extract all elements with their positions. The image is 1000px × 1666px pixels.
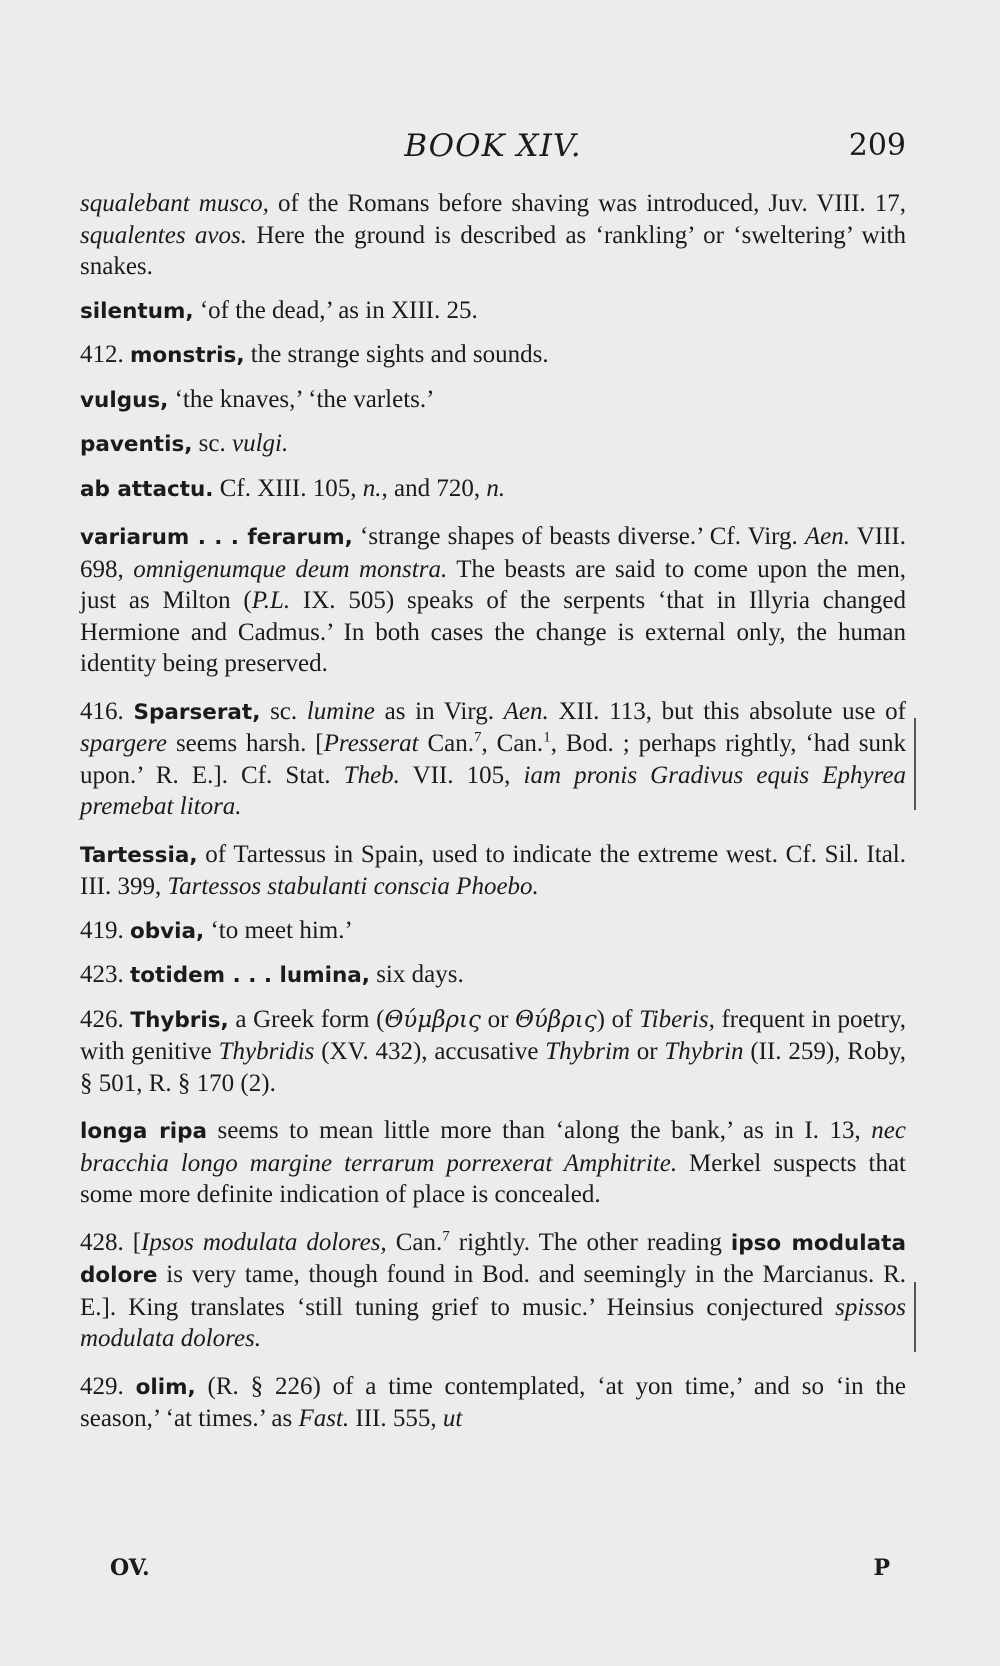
text-run: , Bod. ; perhaps rightly, ‘had sunk upon.’ R. E.]. Cf. Stat. bbox=[80, 730, 907, 789]
text-run: is very tame, though found in Bod. and seemingly in the Marcianus. R. E.]. King translates ‘still tuning grief to music.’ Heinsius conjectured bbox=[80, 1261, 906, 1321]
italic-text: Thybridis bbox=[218, 1038, 315, 1065]
margin-rule-mark bbox=[914, 1282, 916, 1352]
text-run: 428. [ bbox=[80, 1228, 142, 1256]
lemma-text: Thybris, bbox=[130, 1007, 229, 1033]
text-run: Can. bbox=[418, 730, 474, 757]
italic-text: Aen. bbox=[804, 523, 851, 550]
lemma-text: ipso modulata dolore bbox=[80, 1230, 906, 1288]
italic-text: n. bbox=[362, 474, 382, 502]
italic-text: Tiberis, bbox=[639, 1005, 715, 1033]
italic-text: Fast. bbox=[298, 1405, 350, 1432]
text-run: sc. bbox=[192, 430, 232, 457]
note-416-sparserat bbox=[80, 696, 906, 823]
note-longa-ripa bbox=[80, 1115, 906, 1211]
note-412-monstris bbox=[80, 339, 906, 372]
superscript: 7 bbox=[442, 1228, 450, 1245]
lemma-text: olim, bbox=[135, 1374, 196, 1400]
text-run: 429. bbox=[80, 1372, 136, 1400]
italic-text: Presserat bbox=[323, 730, 419, 757]
text-run: 426. bbox=[80, 1005, 131, 1033]
text-run: ‘strange shapes of beasts diverse.’ Cf. Virg. bbox=[352, 523, 805, 550]
text-run: 423. bbox=[80, 961, 130, 988]
lemma-text: obvia, bbox=[130, 918, 205, 944]
text-run: ‘to meet him.’ bbox=[204, 916, 353, 944]
text-run: of Tartessus in Spain, used to indicate the extreme west. Cf. Sil. Ital. III. 399, bbox=[80, 840, 906, 900]
italic-text: Tartessos stabulanti conscia Phoebo. bbox=[167, 873, 539, 900]
text-run: 412. bbox=[80, 341, 130, 368]
italic-text: Theb. bbox=[343, 761, 400, 789]
text-run: of the Romans before shaving was introduced, Juv. VIII. 17, bbox=[268, 190, 906, 217]
italic-text: lumine bbox=[306, 697, 375, 725]
note-silentum bbox=[80, 295, 906, 328]
text-run: the strange sights and sounds. bbox=[244, 341, 549, 368]
note-vulgus bbox=[80, 384, 906, 417]
italic-text: Aen. bbox=[503, 697, 549, 725]
note-426-thybris bbox=[80, 1004, 906, 1100]
note-423-totidem bbox=[80, 959, 906, 992]
text-run: , and 720, bbox=[381, 474, 487, 502]
text-run: 419. bbox=[80, 916, 130, 944]
text-run: (II. 259), Roby, § 501, R. § 170 (2). bbox=[80, 1038, 907, 1097]
note-419-obvia bbox=[80, 915, 906, 948]
text-run: ‘the knaves,’ ‘the varlets.’ bbox=[168, 385, 435, 413]
note-tartessia bbox=[80, 839, 906, 903]
lemma-text: ab attactu. bbox=[80, 476, 214, 502]
text-run: rightly. The other reading bbox=[449, 1228, 731, 1256]
text-run: VIII. 698, bbox=[80, 523, 906, 583]
lemma-text: Tartessia, bbox=[80, 842, 198, 868]
lemma-text: totidem . . . lumina, bbox=[130, 963, 370, 988]
running-head bbox=[80, 128, 906, 168]
lemma-text: paventis, bbox=[80, 432, 193, 457]
note-paventis bbox=[80, 428, 906, 461]
text-run: (XV. 432), accusative bbox=[314, 1038, 546, 1065]
signature-letter: P bbox=[873, 1555, 890, 1581]
text-run: III. 555, bbox=[349, 1405, 443, 1432]
signature-mark: OV. bbox=[110, 1555, 150, 1581]
text-run: frequent in poetry, with genitive bbox=[80, 1005, 907, 1065]
text-run: Can. bbox=[386, 1228, 443, 1256]
italic-text: squalentes avos. bbox=[80, 221, 247, 249]
text-run: Here the ground is described as ‘rankling’ or ‘sweltering’ with snakes. bbox=[80, 221, 906, 280]
italic-text: Thybrim bbox=[545, 1038, 630, 1065]
italic-text: P.L. bbox=[251, 587, 291, 614]
note-ab-attactu bbox=[80, 473, 906, 506]
italic-text: ut bbox=[442, 1405, 463, 1432]
italic-text: vulgi. bbox=[232, 430, 289, 457]
text-run: or bbox=[629, 1038, 665, 1065]
text-run: (R. § 226) of a time contemplated, ‘at yon time,’ and so ‘in the season,’ ‘at times.’ as bbox=[80, 1372, 906, 1432]
italic-text: nec bracchia longo margine terrarum porrexerat Amphitrite. bbox=[80, 1117, 906, 1177]
italic-text: spissos modulata dolores. bbox=[80, 1293, 906, 1352]
italic-text: squalebant musco, bbox=[80, 190, 269, 217]
text-run: Merkel suspects that some more definite indication of place is concealed. bbox=[80, 1149, 906, 1208]
italic-text: omnigenumque deum monstra. bbox=[133, 555, 448, 583]
italic-text: Ipsos modulata dolores, bbox=[141, 1228, 387, 1256]
lemma-text: Sparserat, bbox=[133, 699, 261, 725]
superscript: 1 bbox=[543, 729, 551, 746]
text-run: XII. 113, but this absolute use of bbox=[548, 697, 906, 725]
lemma-text: monstris, bbox=[130, 343, 245, 368]
note-429-olim bbox=[80, 1371, 906, 1435]
text-run: Cf. XIII. 105, bbox=[213, 474, 363, 502]
text-run: or bbox=[480, 1005, 516, 1033]
text-run: sc. bbox=[260, 697, 307, 725]
italic-text: iam pronis Gradivus equis Ephyrea premebat litora. bbox=[80, 761, 906, 820]
lemma-text: vulgus, bbox=[80, 387, 169, 413]
text-run: ) of bbox=[596, 1005, 640, 1033]
note-variarum-ferarum bbox=[80, 521, 906, 680]
text-run: seems to mean little more than ‘along the bank,’ as in I. 13, bbox=[207, 1117, 872, 1144]
text-run: 416. bbox=[80, 697, 134, 725]
running-title: BOOK XIV. bbox=[404, 128, 582, 164]
text-run: The beasts are said to come upon the men, just as Milton ( bbox=[80, 555, 907, 614]
greek-text: Θύμβρις bbox=[384, 1006, 481, 1033]
italic-text: Thybrin bbox=[664, 1038, 744, 1065]
italic-text: n. bbox=[486, 474, 506, 502]
text-run: seems harsh. [ bbox=[167, 730, 324, 757]
note-squalebant bbox=[80, 188, 906, 283]
text-run: as in Virg. bbox=[374, 697, 504, 725]
margin-rule-mark bbox=[914, 718, 916, 810]
text-run: ‘of the dead,’ as in XIII. 25. bbox=[193, 296, 478, 324]
lemma-text: longa ripa bbox=[80, 1119, 207, 1144]
lemma-text: variarum . . . ferarum, bbox=[80, 525, 353, 550]
text-run: VII. 105, bbox=[399, 761, 524, 789]
lemma-text: silentum, bbox=[80, 298, 194, 324]
text-run: six days. bbox=[369, 961, 464, 988]
page-number: 209 bbox=[848, 128, 906, 163]
text-run: a Greek form ( bbox=[228, 1005, 385, 1033]
text-run: IX. 505) speaks of the serpents ‘that in Illyria changed Hermione and Cadmus.’ In both cases the change is external only, the human identity being preserved. bbox=[80, 587, 906, 677]
commentary-body bbox=[80, 188, 906, 1435]
greek-text: Θύβρις bbox=[515, 1006, 597, 1033]
note-428-ipsos bbox=[80, 1227, 906, 1355]
superscript: 7 bbox=[473, 729, 482, 746]
text-run: , Can. bbox=[481, 730, 544, 757]
italic-text: spargere bbox=[80, 730, 168, 757]
